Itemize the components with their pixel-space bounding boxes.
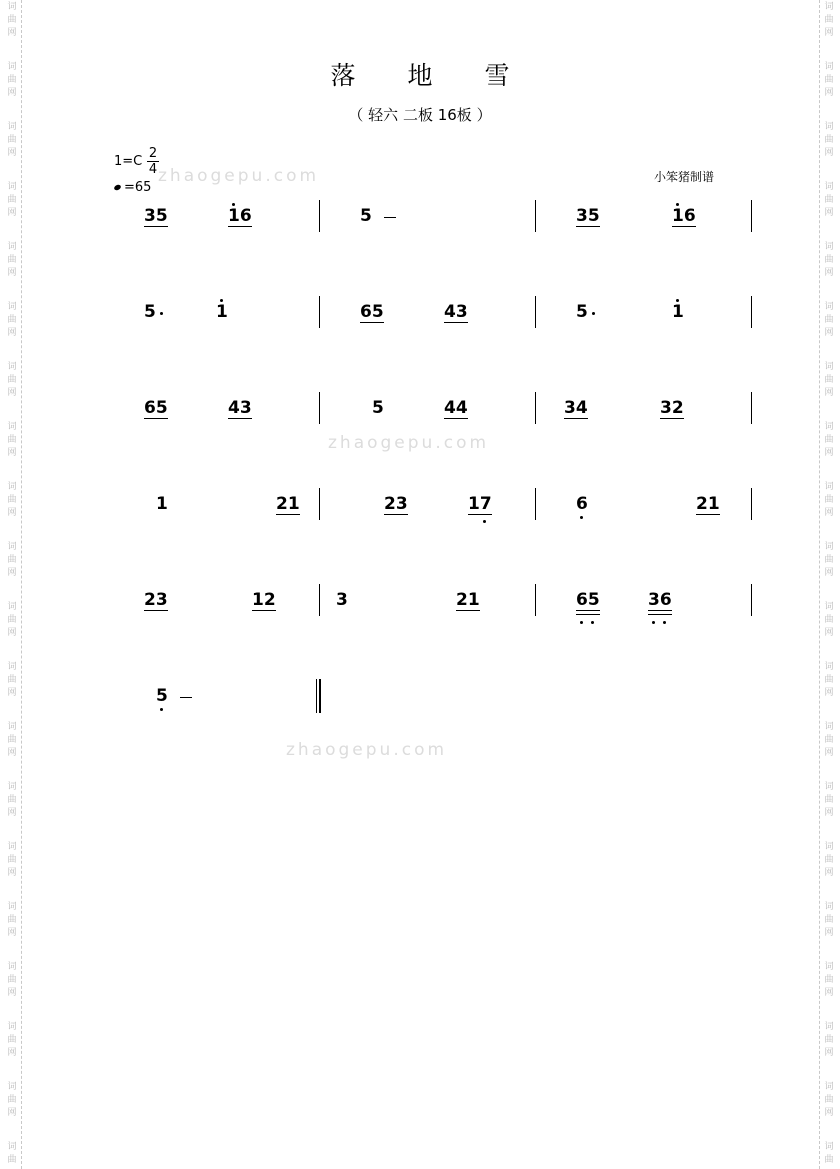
side-mark: 词 (824, 62, 834, 72)
side-mark: 曲 (7, 615, 17, 625)
side-mark: 词 (7, 242, 17, 252)
side-mark: 词 (7, 962, 17, 972)
side-mark: 网 (824, 328, 834, 338)
note-group: 5 (144, 302, 156, 322)
note-group: 12 (252, 590, 276, 610)
note-group: 6 (576, 494, 588, 514)
side-mark: 词 (7, 422, 17, 432)
side-mark: 网 (7, 628, 17, 638)
side-mark: 曲 (824, 375, 834, 385)
final-barline (316, 679, 321, 713)
left-margin-strip (3, 0, 22, 1169)
side-mark: 网 (7, 28, 17, 38)
barline (751, 488, 752, 520)
side-mark: 网 (7, 88, 17, 98)
quarter-note-icon (113, 184, 121, 191)
side-mark: 网 (824, 628, 834, 638)
side-mark: 曲 (7, 435, 17, 445)
side-mark: 曲 (7, 915, 17, 925)
side-mark: 词 (7, 1082, 17, 1092)
side-mark: 词 (824, 1022, 834, 1032)
key-signature: 1=C (114, 154, 143, 169)
side-mark: 网 (824, 388, 834, 398)
side-mark: 网 (7, 568, 17, 578)
side-mark: 词 (824, 362, 834, 372)
side-mark: 网 (824, 88, 834, 98)
song-title: 落 地 雪 (330, 61, 532, 90)
watermark-1: zhaogepu.com (158, 166, 320, 186)
side-mark: 曲 (7, 735, 17, 745)
side-mark: 网 (7, 388, 17, 398)
side-mark: 网 (7, 148, 17, 158)
side-mark: 网 (7, 1108, 17, 1118)
time-signature-denominator: 4 (148, 162, 158, 177)
side-mark: 网 (7, 988, 17, 998)
low-octave-dot (160, 708, 163, 711)
note-group: 44 (444, 398, 468, 418)
side-mark: 网 (7, 808, 17, 818)
side-mark: 曲 (7, 255, 17, 265)
note-group: 32 (660, 398, 684, 418)
note-group: 1 (156, 494, 168, 514)
barline (319, 488, 320, 520)
side-mark: 网 (7, 208, 17, 218)
side-mark: 词 (824, 1082, 834, 1092)
side-mark: 网 (824, 148, 834, 158)
side-mark: 网 (7, 508, 17, 518)
side-mark: 词 (7, 362, 17, 372)
side-mark: 网 (7, 688, 17, 698)
note-group: 34 (564, 398, 588, 418)
side-mark: 曲 (824, 975, 834, 985)
side-mark: 网 (824, 868, 834, 878)
side-mark: 曲 (824, 75, 834, 85)
side-mark: 网 (7, 868, 17, 878)
low-octave-dot (591, 621, 594, 624)
watermark-2: zhaogepu.com (328, 433, 490, 453)
side-mark: 曲 (7, 495, 17, 505)
extension-dash (180, 697, 192, 698)
side-mark: 网 (824, 508, 834, 518)
side-mark: 曲 (824, 1035, 834, 1045)
high-octave-dot (220, 299, 223, 302)
side-mark: 曲 (7, 795, 17, 805)
side-mark: 词 (824, 902, 834, 912)
song-subtitle: （ 轻六 二板 16板 ） (348, 106, 492, 124)
side-mark: 网 (824, 208, 834, 218)
side-mark: 词 (824, 2, 834, 12)
note-group: 5 (576, 302, 588, 322)
note-group: 5 (372, 398, 384, 418)
side-mark: 词 (7, 302, 17, 312)
side-mark: 网 (824, 928, 834, 938)
side-mark: 网 (824, 808, 834, 818)
high-octave-dot (676, 203, 679, 206)
score-maker: 小笨猪制谱 (654, 170, 715, 184)
side-mark: 词 (7, 602, 17, 612)
barline (535, 488, 536, 520)
low-octave-dot (483, 520, 486, 523)
side-mark: 曲 (7, 75, 17, 85)
note-group: 21 (456, 590, 480, 610)
note-group: 23 (384, 494, 408, 514)
side-mark: 曲 (824, 1095, 834, 1105)
side-mark: 曲 (824, 855, 834, 865)
side-mark: 网 (7, 448, 17, 458)
augmentation-dot (592, 312, 595, 315)
side-mark: 曲 (7, 675, 17, 685)
side-mark: 网 (824, 688, 834, 698)
note-group: 43 (228, 398, 252, 418)
barline (319, 584, 320, 616)
side-mark: 网 (7, 268, 17, 278)
side-mark: 词 (7, 542, 17, 552)
side-mark: 曲 (824, 255, 834, 265)
side-mark: 词 (7, 1142, 17, 1152)
side-mark: 曲 (824, 435, 834, 445)
note-group: 43 (444, 302, 468, 322)
high-octave-dot (232, 203, 235, 206)
side-mark: 曲 (7, 375, 17, 385)
side-mark: 词 (824, 302, 834, 312)
barline (535, 296, 536, 328)
side-mark: 曲 (824, 735, 834, 745)
side-mark: 网 (824, 748, 834, 758)
side-mark: 曲 (824, 15, 834, 25)
note-group: 23 (144, 590, 168, 610)
side-mark: 曲 (824, 195, 834, 205)
low-octave-dot (580, 516, 583, 519)
side-mark: 网 (7, 748, 17, 758)
tempo-marking (114, 180, 151, 195)
side-mark: 词 (7, 62, 17, 72)
side-mark: 词 (824, 722, 834, 732)
barline (535, 584, 536, 616)
note-group: 5 (156, 686, 168, 706)
side-mark: 曲 (824, 135, 834, 145)
low-octave-dot (580, 621, 583, 624)
side-mark: 词 (824, 482, 834, 492)
side-mark: 曲 (7, 1035, 17, 1045)
note-group: 17 (468, 494, 492, 514)
side-mark: 词 (824, 242, 834, 252)
side-mark: 曲 (824, 675, 834, 685)
barline (319, 296, 320, 328)
note-group: 21 (276, 494, 300, 514)
side-mark: 词 (7, 482, 17, 492)
note-group: 21 (696, 494, 720, 514)
side-mark: 网 (824, 448, 834, 458)
note-group: 1 (216, 302, 228, 322)
side-mark: 词 (7, 122, 17, 132)
side-mark: 词 (7, 782, 17, 792)
side-mark: 词 (7, 1022, 17, 1032)
side-mark: 曲 (7, 195, 17, 205)
barline (535, 392, 536, 424)
side-mark: 词 (824, 602, 834, 612)
note-group: 3 (336, 590, 348, 610)
side-mark: 词 (7, 722, 17, 732)
note-group: 35 (144, 206, 168, 226)
extension-dash (384, 217, 396, 218)
note-group: 1 (672, 302, 684, 322)
side-mark: 词 (824, 422, 834, 432)
side-mark: 曲 (7, 315, 17, 325)
side-mark: 词 (7, 2, 17, 12)
note-group: 16 (672, 206, 696, 226)
side-mark: 曲 (7, 1095, 17, 1105)
time-signature-numerator: 2 (148, 146, 158, 161)
right-margin-strip (819, 0, 838, 1169)
side-mark: 曲 (7, 135, 17, 145)
note-group: 65 (576, 590, 600, 610)
note-group: 35 (576, 206, 600, 226)
side-mark: 曲 (824, 555, 834, 565)
low-octave-dot (652, 621, 655, 624)
side-mark: 词 (824, 662, 834, 672)
barline (751, 392, 752, 424)
side-mark: 曲 (824, 1155, 834, 1165)
side-mark: 曲 (7, 1155, 17, 1165)
side-mark: 词 (824, 782, 834, 792)
side-mark: 网 (824, 28, 834, 38)
side-mark: 曲 (824, 795, 834, 805)
side-mark: 网 (824, 568, 834, 578)
side-mark: 网 (824, 988, 834, 998)
watermark-3: zhaogepu.com (286, 740, 448, 760)
barline (319, 392, 320, 424)
augmentation-dot (160, 312, 163, 315)
barline (751, 296, 752, 328)
side-mark: 曲 (7, 975, 17, 985)
tempo-value: =65 (124, 180, 152, 195)
side-mark: 曲 (824, 915, 834, 925)
barline (751, 200, 752, 232)
note-group: 36 (648, 590, 672, 610)
note-group: 16 (228, 206, 252, 226)
low-octave-dot (663, 621, 666, 624)
barline (751, 584, 752, 616)
side-mark: 网 (7, 328, 17, 338)
side-mark: 曲 (7, 555, 17, 565)
side-mark: 词 (7, 902, 17, 912)
side-mark: 曲 (7, 855, 17, 865)
side-mark: 词 (824, 122, 834, 132)
side-mark: 网 (824, 1108, 834, 1118)
side-mark: 词 (824, 962, 834, 972)
side-mark: 曲 (824, 615, 834, 625)
side-mark: 词 (824, 1142, 834, 1152)
side-mark: 网 (824, 1048, 834, 1058)
side-mark: 词 (824, 542, 834, 552)
high-octave-dot (676, 299, 679, 302)
note-group: 65 (360, 302, 384, 322)
note-group: 65 (144, 398, 168, 418)
side-mark: 曲 (824, 495, 834, 505)
side-mark: 词 (7, 662, 17, 672)
side-mark: 曲 (824, 315, 834, 325)
side-mark: 曲 (7, 15, 17, 25)
note-group: 5 (360, 206, 372, 226)
side-mark: 网 (7, 1048, 17, 1058)
side-mark: 词 (824, 182, 834, 192)
side-mark: 词 (824, 842, 834, 852)
barline (319, 200, 320, 232)
side-mark: 网 (7, 928, 17, 938)
side-mark: 词 (7, 182, 17, 192)
barline (535, 200, 536, 232)
side-mark: 网 (824, 268, 834, 278)
side-mark: 词 (7, 842, 17, 852)
